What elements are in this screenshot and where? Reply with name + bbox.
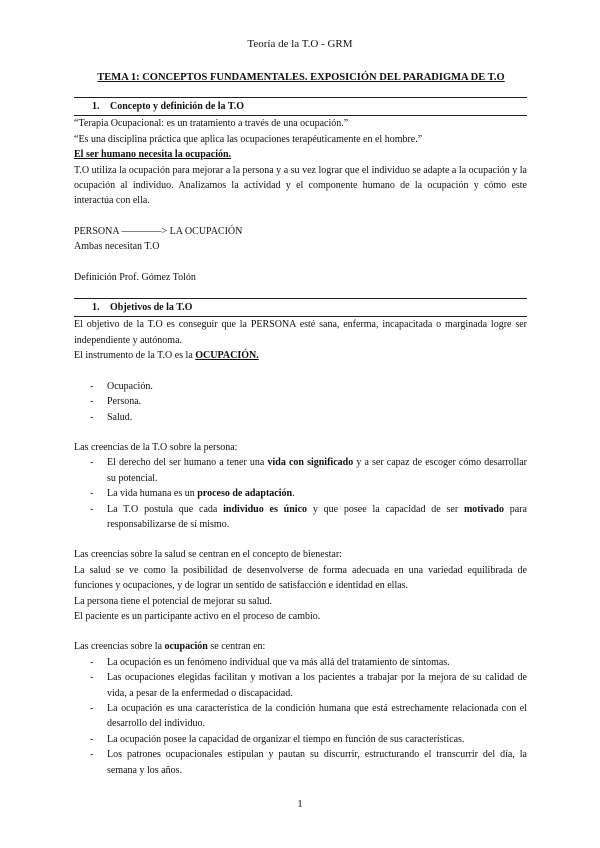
section-heading-concept: [74, 97, 527, 116]
paragraph-instrument: El instrumento de la T.O es la OCUPACIÓN.: [74, 350, 259, 362]
list-item: - La T.O postula que cada individuo es único y que posee la capacidad de ser motivado para responsabilizarse de sí mismo.: [74, 502, 527, 533]
pillars-list: [74, 379, 527, 425]
section-title: Objetivos de la T.O: [110, 302, 193, 314]
beliefs-health-intro: Las creencias sobre la salud se centran en el concepto de bienestar:: [74, 549, 342, 561]
section-heading-objectives: [74, 298, 527, 317]
section-number: 1.: [92, 101, 100, 112]
relation-person-occupation: PERSONA ————> LA OCUPACIÓN: [74, 225, 243, 237]
running-header: Teoría de la T.O - GRM: [247, 38, 353, 50]
section-title: Concepto y definición de la T.O: [110, 101, 245, 112]
list-item: - La ocupación es una característica de la condición humana que está estrechamente relacionada con el desarrollo del individuo.: [74, 701, 527, 732]
page-number: 1: [297, 798, 303, 810]
beliefs-person-intro: Las creencias de la T.O sobre la persona:: [74, 441, 238, 453]
list-item: - Persona.: [74, 394, 527, 409]
list-item: - Salud.: [74, 410, 527, 425]
list-item: - Los patrones ocupacionales estipulan y pautan su discurrir, estructurando el transcurrir del día, la semana y los años.: [74, 747, 527, 778]
list-item: - Las ocupaciones elegidas facilitan y motivan a los pacientes a trabajar por la mejora de su calidad de vida, a pesar de la enfermedad o discapacidad.: [74, 670, 527, 701]
beliefs-occupation-intro: Las creencias sobre la ocupación se centran en:: [74, 641, 266, 653]
list-item: - Ocupación.: [74, 379, 527, 394]
quote-definition-1: “Terapia Ocupacional: es un tratamiento a través de una ocupación.”: [74, 118, 349, 130]
list-item: - La ocupación posee la capacidad de organizar el tiempo en función de sus características.: [74, 732, 527, 747]
list-item: - La vida humana es un proceso de adaptación.: [74, 486, 527, 501]
paragraph-health-potential: La persona tiene el potencial de mejorar su salud.: [74, 595, 272, 607]
relation-note: Ambas necesitan T.O: [74, 241, 160, 253]
definition-reference: Definición Prof. Gómez Tolón: [74, 271, 196, 283]
paragraph-to-uses-occupation: T.O utiliza la ocupación para mejorar a la persona y a su vez lograr que el individuo se adapte a la ocupación y la ocupación al individuo. Analizamos la actividad y el componente humano de la ocupación y cómo este interactúa con ella.: [74, 164, 527, 207]
beliefs-occupation-list: [74, 655, 527, 778]
document-title: TEMA 1: CONCEPTOS FUNDAMENTALES. EXPOSICIÓN DEL PARADIGMA DE T.O: [97, 72, 505, 83]
paragraph-active-participant: El paciente es un participante activo en el proceso de cambio.: [74, 610, 321, 622]
list-item: - El derecho del ser humano a tener una vida con significado y a ser capaz de escoger cómo desarrollar su potencial.: [74, 455, 527, 486]
subheading-human-needs: El ser humano necesita la ocupación.: [74, 149, 232, 161]
instrument-keyword: OCUPACIÓN.: [195, 350, 259, 362]
quote-definition-2: “Es una disciplina práctica que aplica las ocupaciones terapéuticamente en el hombre.”: [74, 133, 423, 145]
document-body: [74, 97, 527, 778]
paragraph-health-definition: La salud se ve como la posibilidad de desenvolverse de forma adecuada en una variedad equilibrada de funciones y ocupaciones, y de lograr un sentido de satisfacción e identidad en ellas.: [74, 564, 527, 592]
beliefs-person-list: [74, 455, 527, 532]
paragraph-objective: El objetivo de la T.O es conseguir que la PERSONA esté sana, enferma, incapacitada o marginada logre ser independiente y autónoma.: [74, 319, 527, 346]
list-item: - La ocupación es un fenómeno individual que va más allá del tratamiento de síntomas.: [74, 655, 527, 670]
section-number: 1.: [92, 302, 100, 314]
